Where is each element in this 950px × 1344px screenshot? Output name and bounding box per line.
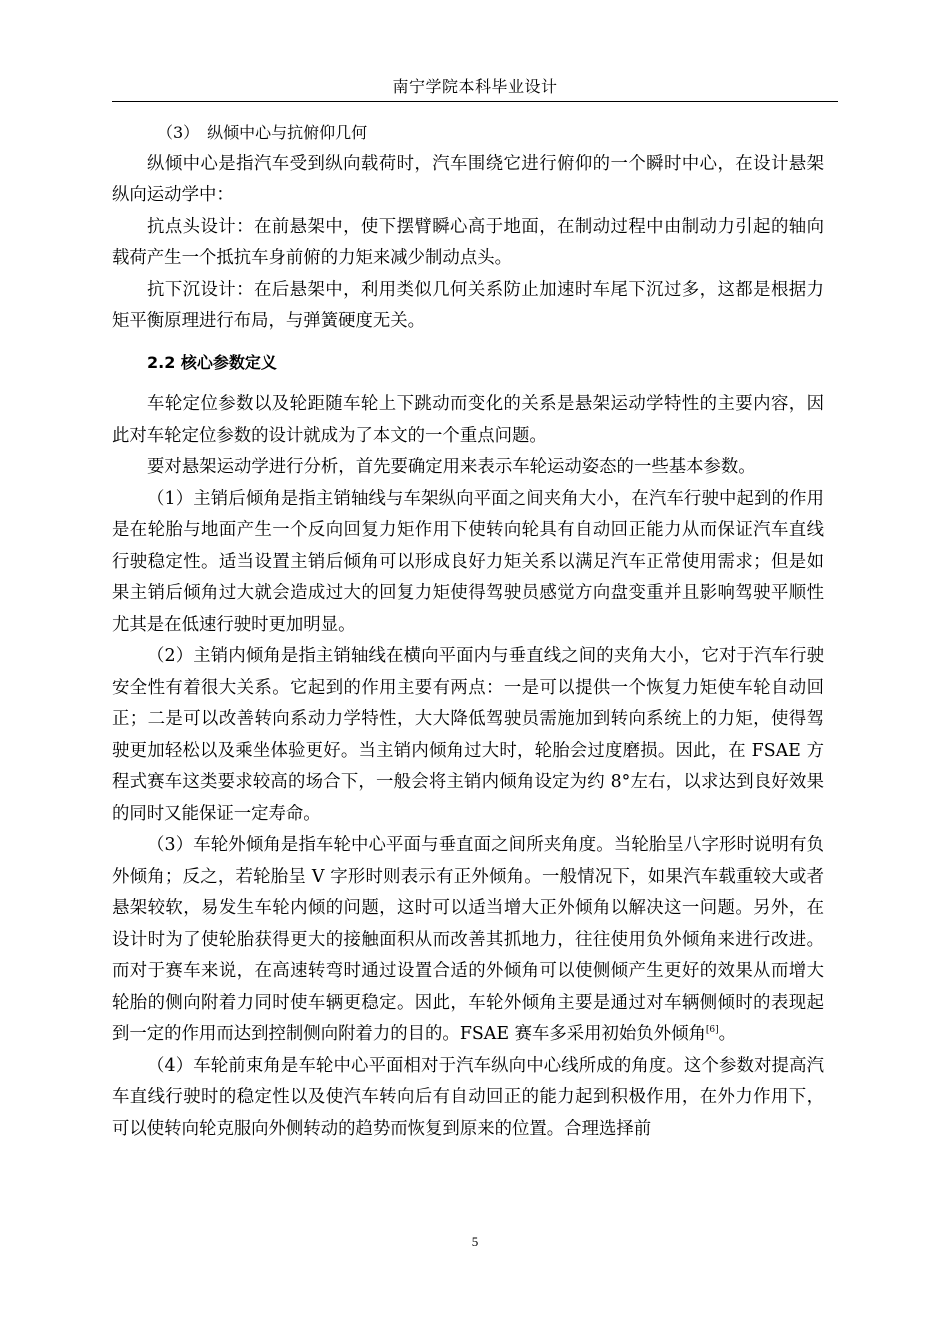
paragraph-pitch-center: 纵倾中心是指汽车受到纵向载荷时，汽车围绕它进行俯仰的一个瞬时中心，在设计悬架纵向运动学中：: [112, 153, 824, 205]
camber-text: （3）车轮外倾角是指车轮中心平面与垂直面之间所夹角度。当轮胎呈八字形时说明有负外倾角；反之，若轮胎呈 V 字形时则表示有正外倾角。一般情况下，如果汽车载重较大或者悬架较软，易发生车轮内倾的问题，这时可以适当增大正外倾角以解决这一问题。另外，在设计时为了使轮胎获得更大的接触面积从而改善其抓地力，往往使用负外倾角来进行改进。而对于赛车来说，在高速转弯时通过设置合适的外倾角可以使侧倾产生更好的效果从而增大轮胎的侧向附着力同时使车辆更稳定。因此，车轮外倾角主要是通过对车辆侧倾时的表现起到一定的作用而达到控制侧向附着力的目的。FSAE 赛车多采用初始负外倾角: [112, 835, 824, 1044]
paragraph-camber: [112, 830, 824, 1051]
paragraph-anti-squat: 抗下沉设计：在后悬架中，利用类似几何关系防止加速时车尾下沉过多，这都是根据力矩平衡原理进行布局，与弹簧硬度无关。: [112, 279, 824, 331]
paragraph-basic-params: 要对悬架运动学进行分析，首先要确定用来表示车轮运动姿态的一些基本参数。: [147, 457, 756, 477]
page-number: 5: [471, 1234, 479, 1249]
section-heading-2-2: 2.2 核心参数定义: [147, 352, 277, 372]
paragraph-alignment-intro: 车轮定位参数以及轮距随车轮上下跳动而变化的关系是悬架运动学特性的主要内容，因此对车轮定位参数的设计就成为了本文的一个重点问题。: [112, 394, 824, 446]
header-rule: [112, 101, 838, 102]
camber-text-end: 。: [718, 1024, 737, 1044]
sub-heading-pitch-center: （3） 纵倾中心与抗俯仰几何: [157, 123, 368, 142]
citation-ref-6[interactable]: [6]: [705, 1025, 719, 1035]
page-header-title: 南宁学院本科毕业设计: [392, 77, 558, 96]
paragraph-kingpin-inclination: （2）主销内倾角是指主销轴线在横向平面内与垂直线之间的夹角大小，它对于汽车行驶安全性有着很大关系。它起到的作用主要有两点：一是可以提供一个恢复力矩使车轮自动回正；二是可以改善转向系动力学特性，大大降低驾驶员需施加到转向系统上的力矩，使得驾驶更加轻松以及乘坐体验更好。当主销内倾角过大时，轮胎会过度磨损。因此，在 FSAE 方程式赛车这类要求较高的场合下，一般会将主销内倾角设定为约 8°左右，以求达到良好效果的同时又能保证一定寿命。: [112, 646, 824, 824]
paragraph-toe: （4）车轮前束角是车轮中心平面相对于汽车纵向中心线所成的角度。这个参数对提高汽车直线行驶时的稳定性以及使汽车转向后有自动回正的能力起到积极作用，在外力作用下，可以使转向轮克服向外侧转动的趋势而恢复到原来的位置。合理选择前: [112, 1055, 824, 1139]
document-body: [112, 117, 824, 1145]
paragraph-caster: （1）主销后倾角是指主销轴线与车架纵向平面之间夹角大小，在汽车行驶中起到的作用是在轮胎与地面产生一个反向回复力矩作用下使转向轮具有自动回正能力从而保证汽车直线行驶稳定性。适当设置主销后倾角可以形成良好力矩关系以满足汽车正常使用需求；但是如果主销后倾角过大就会造成过大的回复力矩使得驾驶员感觉方向盘变重并且影响驾驶平顺性尤其是在低速行驶时更加明显。: [112, 488, 824, 635]
paragraph-anti-dive: 抗点头设计：在前悬架中，使下摆臂瞬心高于地面，在制动过程中由制动力引起的轴向载荷产生一个抵抗车身前俯的力矩来减少制动点头。: [112, 216, 824, 268]
